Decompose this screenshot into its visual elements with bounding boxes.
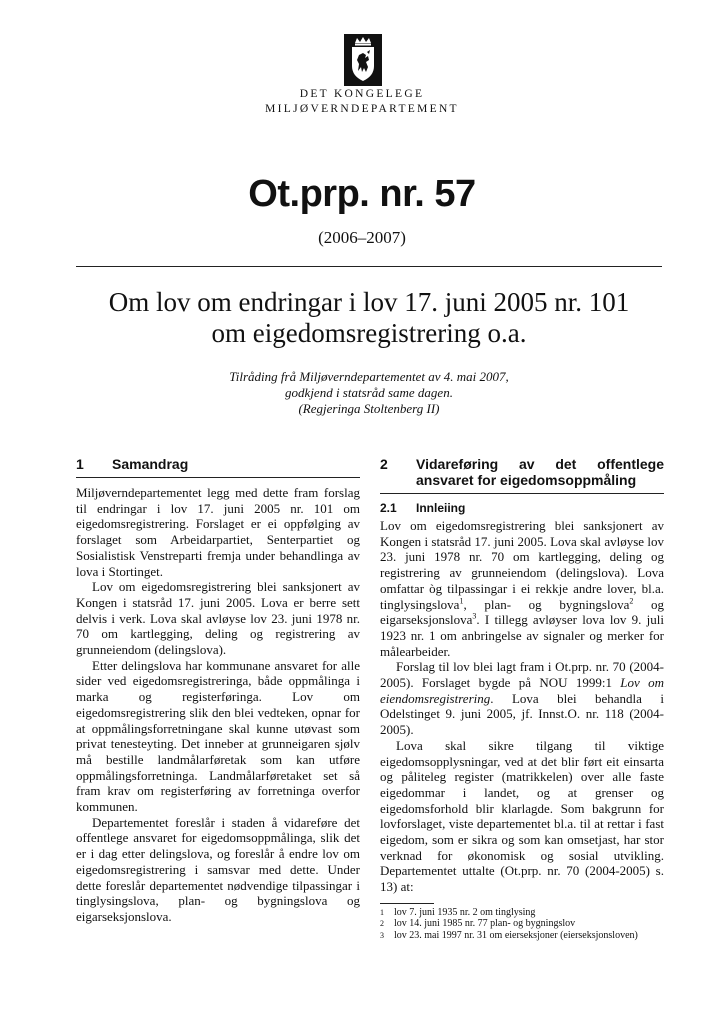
right-column bbox=[380, 456, 664, 941]
section-heading bbox=[76, 456, 360, 478]
text-run: Forslag til lov blei lagt fram i Ot.prp. nr. 70 (2004-2005). Forslaget bygde på NOU 1999:1 bbox=[380, 659, 664, 691]
paragraph: Miljøverndepartementet legg med dette fram forslag til endringar i lov 17. juni 2005 nr. 101 om eigedomsregistrering. Forslaget er ei oppfølging av forslaget som Arbeidarpartiet, Senterpartiet og Sosialistisk Venstreparti fremja under behandlinga av lova i Stortinget. bbox=[76, 485, 360, 579]
footnote-ref[interactable]: 3 bbox=[472, 611, 477, 621]
subsection-number: 2.1 bbox=[380, 501, 397, 515]
paragraph: Etter delingslova har kommunane ansvaret for alle sider ved eigedomsregistreringa, både oppmålinga i marka og registerføringa. Lov om eigedomsregistrering slik den blei vedteken, opnar for at oppmålingsforretningane skal kunne utøvast som privat tenesteyting. Det inneber at grunneigaren sjølv må bestille landmålarføretak som kan utføre oppmålingsforretninga. Landmålarføretaket set så fram krav om registerføring av forretninga overfor kommunen. bbox=[76, 657, 360, 815]
title-divider bbox=[76, 266, 662, 267]
paragraph bbox=[380, 518, 664, 659]
subsection-heading bbox=[380, 501, 664, 516]
left-column bbox=[76, 456, 360, 925]
cited-title: Lov om eiendomsregistrering bbox=[380, 675, 665, 706]
footnote-number: 2 bbox=[380, 919, 384, 929]
subject-line: Om lov om endringar i lov 17. juni 2005 nr. 101 bbox=[108, 287, 630, 317]
approval-line: godkjend i statsråd same dagen. bbox=[285, 385, 453, 400]
footnote-divider bbox=[380, 903, 434, 904]
section-number: 1 bbox=[76, 456, 84, 472]
text-run: og eigarseksjonslova bbox=[380, 596, 665, 628]
text-run: . I tillegg avløyser lova lov 9. juli 1923 nr. 1 om anbringelse av signaler og merker for målearbeider. bbox=[380, 612, 664, 659]
footnote-ref[interactable]: 1 bbox=[459, 596, 464, 606]
session-year: (2006–2007) bbox=[318, 228, 406, 247]
footnote bbox=[380, 930, 664, 942]
document-number: Ot.prp. nr. 57 bbox=[248, 173, 476, 215]
approval-note bbox=[76, 369, 662, 417]
paragraph: Lov om eigedomsregistrering blei sanksjonert av Kongen i statsråd 17. juni 2005. Lova er berre sett delvis i verk. Lova skal avløyse lov 23. juni 1978 nr. 70 om kartlegging, deling og registrering av grunneiendom (delingslova). bbox=[76, 579, 360, 658]
section-heading bbox=[380, 456, 664, 494]
section-title: Samandrag bbox=[112, 456, 189, 472]
section-number: 2 bbox=[380, 456, 388, 472]
coat-of-arms-icon bbox=[344, 34, 382, 86]
ministry-name-line1: DET KONGELEGE bbox=[299, 88, 425, 100]
document-subject bbox=[76, 287, 662, 349]
paragraph: Departementet foreslår i staden å vidareføre det offentlege ansvaret for eigedomsoppmålinga, slik det er i dag etter delingslova, og foreslår å endre lov om eigedomsregistrering i samsvar med dette. Under dette foreslår departementet nødvendige tilpassingar i tinglysingslova, plan- og bygningslova og eigarseksjonslova. bbox=[76, 814, 360, 924]
paragraph: Lova skal sikre tilgang til viktige eigedomsopplysningar, ved at det blir ført eit einsarta og påliteleg register (matrikkelen) over alle faste eigedommar i landet, og at grenser og eigedomsforhold blir klarlagde. Som bakgrunn for lovforslaget, viste departementet bl.a. til at rettar i fast eigedom, som er sikra og som kan omsetjast, har stor verknad for økonomisk og sosial utvikling. Departementet uttalte (Ot.prp. nr. 70 (2004-2005) s. 13) at: bbox=[380, 737, 664, 895]
text-run: . Lova blei behandla i Odelstinget 9. juni 2005, jf. Innst.O. nr. 118 (2004-2005). bbox=[380, 690, 664, 738]
footnote bbox=[380, 918, 664, 930]
footnote-ref[interactable]: 2 bbox=[629, 596, 634, 606]
footnote-number: 1 bbox=[380, 907, 384, 917]
subject-line: om eigedomsregistrering o.a. bbox=[211, 318, 527, 348]
footnote bbox=[380, 907, 664, 919]
footnote-text: lov 7. juni 1935 nr. 2 om tinglysing bbox=[394, 906, 536, 918]
approval-line: Tilråding frå Miljøverndepartementet av 4. mai 2007, bbox=[229, 369, 509, 384]
footnote-text: lov 14. juni 1985 nr. 77 plan- og bygningslov bbox=[394, 918, 576, 930]
footnote-number: 3 bbox=[380, 930, 384, 940]
subsection-title: Innleiing bbox=[416, 501, 466, 515]
section-title: Vidareføring av det offentlege ansvaret for eigedomsoppmåling bbox=[416, 456, 664, 488]
approval-line: (Regjeringa Stoltenberg II) bbox=[298, 401, 440, 416]
ministry-name-line2: MILJØVERNDEPARTEMENT bbox=[265, 103, 459, 115]
text-run: Lov om eigedomsregistrering blei sanksjonert av Kongen i statsråd 17. juni 2005. Lova skal avløyse lov 23. juni 1978 nr. 70 om kartlegging, deling og registrering av grunneiendom (delingslova). Lova omfattar òg tilpassingar i ei rekkje andre lover, bl.a. tinglysingslova bbox=[380, 518, 664, 612]
text-run: , plan- og bygningslova bbox=[463, 596, 630, 612]
footnote-text: lov 23. mai 1997 nr. 31 om eierseksjoner (eierseksjonsloven) bbox=[394, 929, 638, 941]
paragraph bbox=[380, 659, 664, 738]
